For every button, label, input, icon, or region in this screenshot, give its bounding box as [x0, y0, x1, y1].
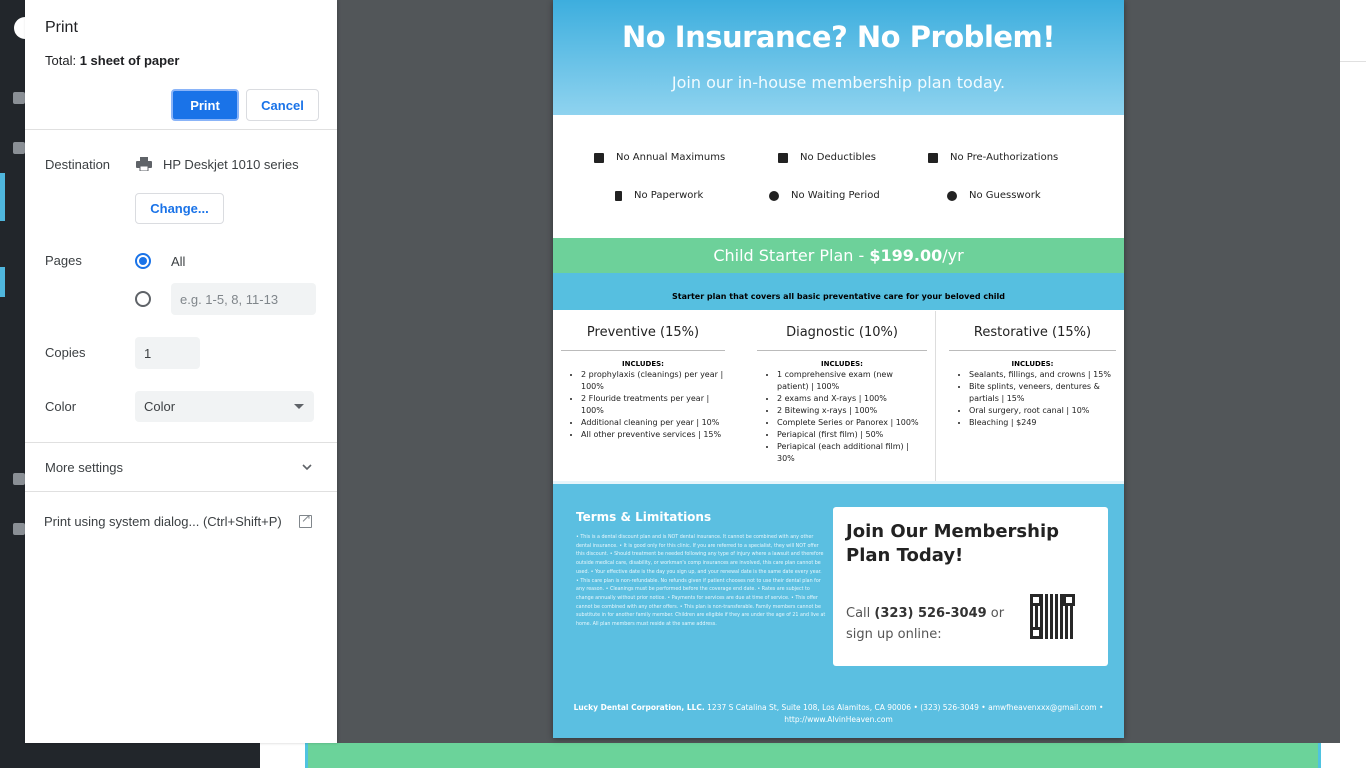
phone-icon — [615, 191, 622, 201]
column-title: Preventive (15%) — [561, 311, 725, 351]
list-item: • Periapical (each additional film) | 30% — [777, 441, 927, 465]
feature-item: No Annual Maximums — [594, 152, 725, 163]
copies-input[interactable]: 1 — [135, 337, 200, 369]
column-title: Diagnostic (10%) — [757, 311, 927, 351]
list-item: • 2 exams and X-rays | 100% — [777, 393, 927, 405]
app-sidebar — [0, 0, 25, 768]
app-card — [305, 743, 1321, 768]
list-item: • Sealants, fillings, and crowns | 15% — [969, 369, 1116, 381]
list-item: • 2 Flouride treatments per year | 100% — [581, 393, 725, 417]
cancel-button[interactable]: Cancel — [246, 89, 319, 121]
feature-item: No Waiting Period — [769, 190, 880, 201]
open-external-icon[interactable] — [299, 515, 312, 528]
list-item: • Additional cleaning per year | 10% — [581, 417, 725, 429]
print-button[interactable]: Print — [171, 89, 239, 121]
dialog-title: Print — [45, 19, 78, 36]
destination-label: Destination — [45, 157, 111, 172]
user-clock-icon — [769, 191, 779, 201]
divider — [25, 491, 337, 492]
sheet-total — [45, 53, 179, 68]
join-card — [833, 507, 1108, 666]
list-item: • Bleaching | $249 — [969, 417, 1116, 429]
feature-item: No Paperwork — [615, 190, 703, 201]
pages-all-radio[interactable] — [135, 253, 151, 269]
flyer-subheadline: Join our in-house membership plan today. — [671, 73, 1006, 92]
chevron-down-icon[interactable] — [301, 461, 313, 473]
plan-title-bar: Child Starter Plan - $199.00/yr — [553, 238, 1124, 273]
includes-label: INCLUDES: — [1011, 360, 1054, 368]
call-text: Call (323) 526-3049 or sign up online: — [846, 606, 1005, 642]
list-item: • 2 prophylaxis (cleanings) per year | 100% — [581, 369, 725, 393]
divider — [25, 442, 337, 443]
grid-icon[interactable] — [13, 142, 25, 154]
list-item: • Periapical (first film) | 50% — [777, 429, 927, 441]
list-item: • All other preventive services | 15% — [581, 429, 725, 441]
app-content-peek — [260, 743, 1366, 768]
system-dialog-link[interactable]: Print using system dialog... (Ctrl+Shift+P) — [44, 514, 282, 529]
footer-details: 1237 S Catalina St, Suite 108, Los Alamitos, CA 90006 • (323) 526-3049 • amwfheavenxxx@gmail.com • http://www.AlvinHeaven.com — [704, 703, 1104, 724]
flyer-bottom-section — [553, 481, 1124, 738]
total-label: Total: — [45, 53, 80, 68]
change-destination-button[interactable]: Change... — [135, 193, 224, 224]
includes-label: INCLUDES: — [821, 360, 863, 368]
pages-all-label: All — [171, 254, 186, 269]
chart-icon[interactable] — [13, 92, 25, 104]
list-item: • Oral surgery, root canal | 10% — [969, 405, 1116, 417]
plan-subtitle: Starter plan that covers all basic preventative care for your beloved child — [553, 273, 1124, 310]
total-value: 1 sheet of paper — [79, 53, 180, 68]
copies-label: Copies — [45, 345, 86, 360]
pages-label: Pages — [45, 253, 82, 268]
footer-company: Lucky Dental Corporation, LLC. — [573, 703, 705, 712]
destination-value: HP Deskjet 1010 series — [163, 157, 299, 172]
coverage-column-diagnostic — [749, 311, 935, 481]
sidebar-active-indicator — [0, 173, 5, 221]
list-item: • 1 comprehensive exam (new patient) | 100% — [777, 369, 927, 393]
file-icon — [778, 153, 788, 163]
app-sidebar-bottom — [25, 743, 260, 768]
document-icon — [594, 153, 604, 163]
card-icon[interactable] — [13, 523, 25, 535]
feature-item: No Pre-Authorizations — [928, 152, 1058, 163]
dropdown-caret-icon — [294, 404, 304, 409]
terms-title: Terms & Limitations — [576, 510, 712, 524]
list-item: • Complete Series or Panorex | 100% — [777, 417, 927, 429]
includes-label: INCLUDES: — [622, 360, 664, 368]
plan-price: $199.00 — [869, 246, 943, 265]
pages-custom-radio[interactable] — [135, 291, 151, 307]
divider — [25, 129, 337, 130]
coverage-column-restorative — [941, 311, 1124, 481]
brain-icon — [947, 191, 957, 201]
list-item: • 2 Bitewing x-rays | 100% — [777, 405, 927, 417]
terms-text: • This is a dental discount plan and is NOT dental insurance. It cannot be combined with any other dental insurance. • It is good only for this clinic. If you are referred to a specialist, they will NOT offer this discount. • Should treatment be needed following any type of injury where a lawsuit and therefore outside medical care, disability, or workman's comp insurances are involved, this care plan cannot be used. • Your effective date is the day you sign up, and your renewal date is the same date every year. • This care plan is non-refundable. No refunds given if patient chooses not to use their dental plan for any reason. • Cleanings must be performed before the coverage end date. • Rates are subject to change annually without prior notice. • Payments for services are due at time of service. • This offer cannot be combined with any other offers. • This plan is non-transferable. Family members cannot be substitute in for another family member. Children are eligible if they are under the age of 21 and live at home. All plan members must reside at the same address. — [576, 535, 826, 628]
stamp-icon — [928, 153, 938, 163]
app-right-edge — [1340, 0, 1366, 768]
feature-item: No Deductibles — [778, 152, 876, 163]
more-settings-toggle[interactable]: More settings — [45, 460, 124, 475]
qr-code-icon — [1030, 594, 1075, 639]
flyer-headline: No Insurance? No Problem! — [621, 20, 1055, 54]
column-title: Restorative (15%) — [949, 311, 1116, 351]
color-select-value: Color — [144, 399, 176, 414]
feature-item: No Guesswork — [947, 190, 1041, 201]
preview-page — [553, 0, 1124, 738]
column-divider — [935, 311, 936, 481]
flyer-footer — [563, 702, 1114, 726]
list-item: • Bite splints, veneers, dentures & partials | 15% — [969, 381, 1116, 405]
color-select[interactable] — [135, 391, 314, 422]
users-icon[interactable] — [13, 473, 25, 485]
phone-number: (323) 526-3049 — [874, 606, 987, 621]
sidebar-indicator — [0, 267, 5, 297]
pages-input[interactable]: e.g. 1-5, 8, 11-13 — [171, 283, 316, 315]
join-title: Join Our Membership Plan Today! — [846, 521, 1060, 566]
printer-icon — [136, 157, 152, 171]
flyer-hero — [553, 0, 1124, 115]
color-label: Color — [45, 399, 77, 414]
print-dialog — [25, 0, 337, 743]
coverage-column-preventive — [553, 311, 733, 481]
